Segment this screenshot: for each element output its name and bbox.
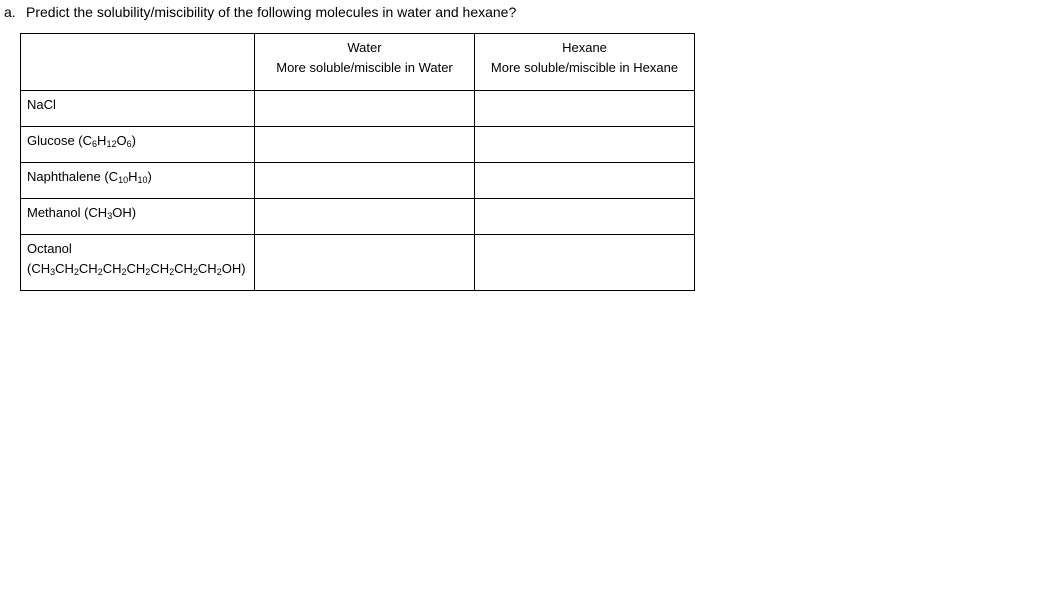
water-answer-cell[interactable]	[255, 235, 475, 291]
molecule-label: Octanol $(CH_3CH_2CH_2CH_2CH_2CH_2CH_2CH_2OH)$	[21, 235, 255, 291]
table-row	[21, 235, 695, 291]
molecule-label: NaCl	[21, 91, 255, 127]
formula-subscript: 2	[145, 267, 151, 277]
formula-subscript: 3	[50, 267, 56, 277]
water-answer-cell[interactable]	[255, 199, 475, 235]
formula-subscript: 2	[192, 267, 198, 277]
hexane-answer-cell[interactable]	[475, 235, 695, 291]
molecule-label: Methanol $(CH_3OH)$	[21, 199, 255, 235]
hexane-answer-cell[interactable]	[475, 199, 695, 235]
header-water-subtitle: More soluble/miscible in Water	[276, 60, 453, 75]
header-hexane-title: Hexane	[562, 40, 607, 55]
formula-subscript: 10	[137, 175, 148, 185]
formula-subscript: 2	[169, 267, 175, 277]
hexane-answer-cell[interactable]	[475, 163, 695, 199]
solubility-table	[20, 33, 695, 291]
header-water-title: Water	[347, 40, 382, 55]
header-blank-cell	[21, 34, 255, 91]
table-row	[21, 127, 695, 163]
question-marker: a.	[4, 4, 16, 20]
water-answer-cell[interactable]	[255, 91, 475, 127]
formula-subscript: 12	[106, 139, 117, 149]
header-water	[255, 34, 475, 91]
header-hexane	[475, 34, 695, 91]
molecule-formula: $C_6H_{12}O_6$)	[82, 133, 136, 149]
water-answer-cell[interactable]	[255, 163, 475, 199]
formula-subscript: 6	[92, 139, 98, 149]
molecule-formula: $C_{10}H_{10}$)	[108, 169, 152, 185]
formula-subscript: 2	[97, 267, 103, 277]
formula-subscript: 2	[73, 267, 79, 277]
table-row	[21, 199, 695, 235]
formula-subscript: 10	[118, 175, 129, 185]
question-text: Predict the solubility/miscibility of the following molecules in water and hexane?	[26, 4, 517, 20]
molecule-label: Glucose $(C_6H_{12}O_6)$	[21, 127, 255, 163]
formula-subscript: 6	[126, 139, 132, 149]
table-header-row	[21, 34, 695, 91]
formula-subscript: 2	[216, 267, 222, 277]
molecule-label: Naphthalene $(C_{10}H_{10})$	[21, 163, 255, 199]
molecule-formula: $(CH_3CH_2CH_2CH_2CH_2CH_2CH_2CH_2OH)$	[27, 261, 246, 277]
hexane-answer-cell[interactable]	[475, 127, 695, 163]
hexane-answer-cell[interactable]	[475, 91, 695, 127]
question-prompt	[4, 3, 516, 21]
formula-subscript: 3	[107, 211, 113, 221]
table-row	[21, 163, 695, 199]
table-row	[21, 91, 695, 127]
molecule-formula: $CH_3OH$)	[88, 205, 137, 221]
water-answer-cell[interactable]	[255, 127, 475, 163]
formula-subscript: 2	[121, 267, 127, 277]
header-hexane-subtitle: More soluble/miscible in Hexane	[490, 60, 679, 75]
